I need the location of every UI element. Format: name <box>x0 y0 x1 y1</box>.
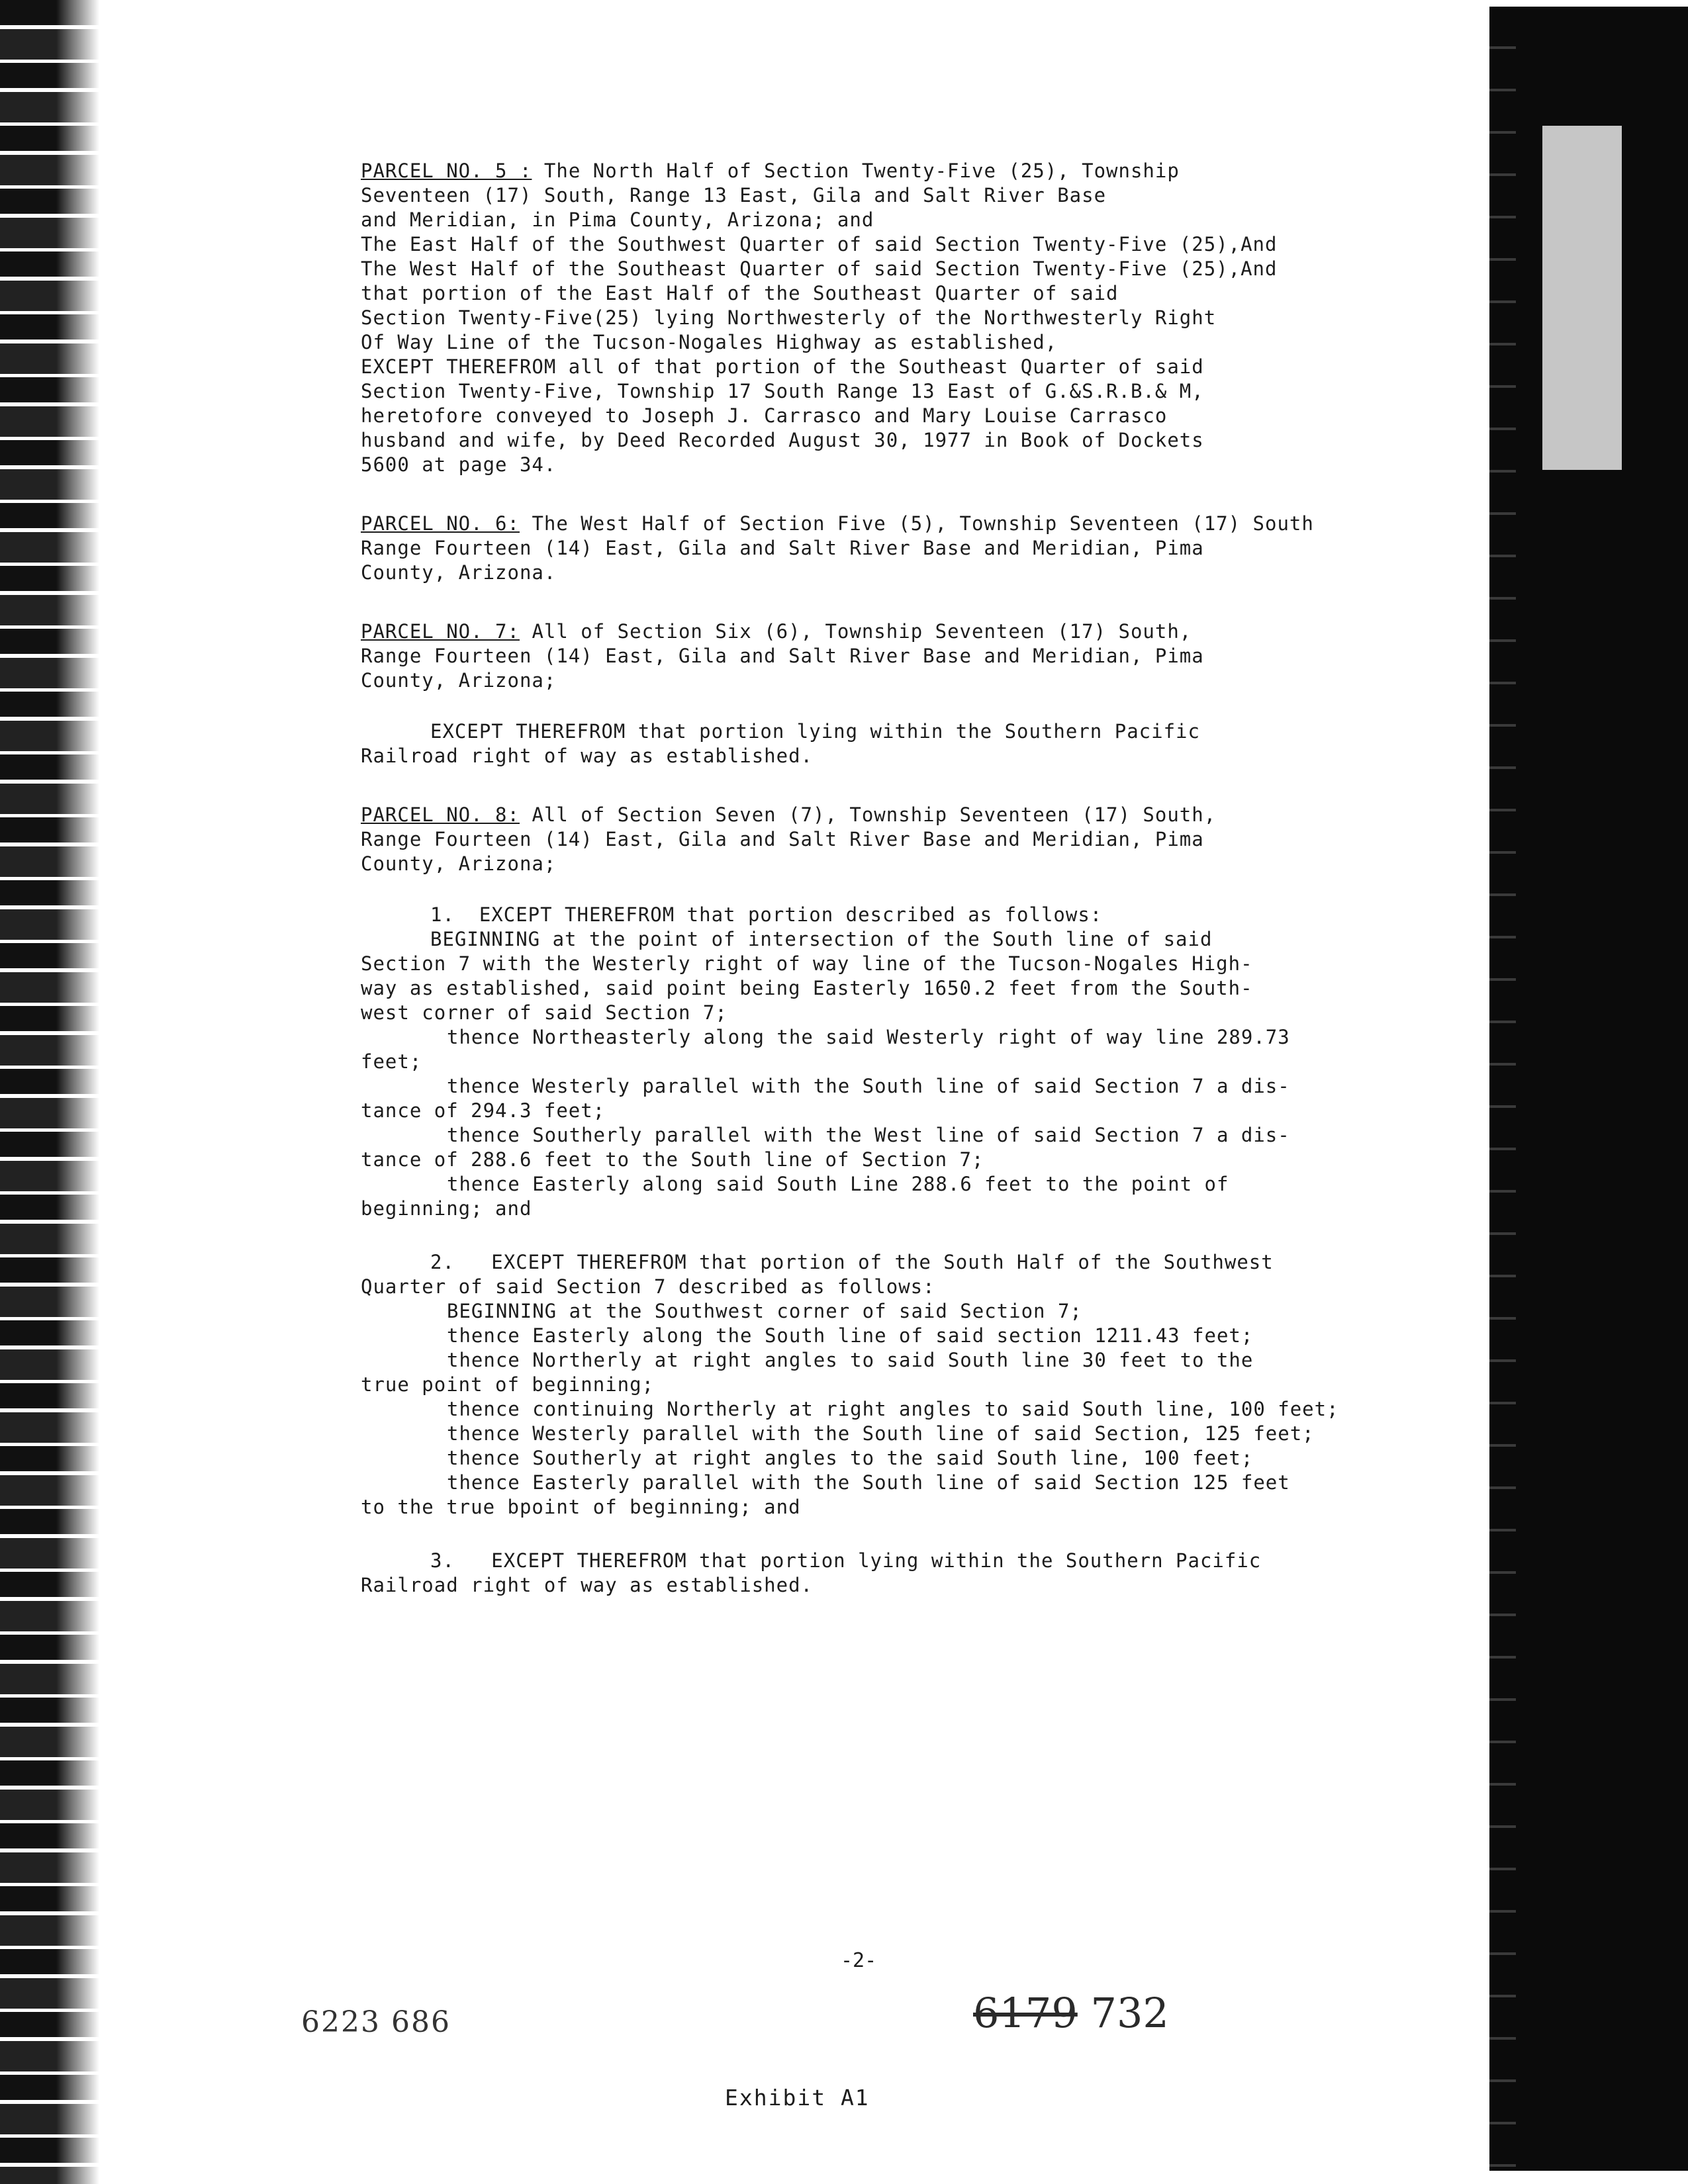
exception-1-line: 1. EXCEPT THEREFROM that portion described as follows: <box>430 903 1103 926</box>
parcel-5-line: and Meridian, in Pima County, Arizona; and <box>361 208 874 231</box>
parcel-5-line: husband and wife, by Deed Recorded August 30, 1977 in Book of Dockets <box>361 429 1204 451</box>
exception-2-line: thence Easterly along the South line of said section 1211.43 feet; <box>447 1324 1254 1347</box>
exception-2-line: Quarter of said Section 7 described as follows: <box>361 1275 935 1298</box>
parcel-8-exception-1 <box>361 903 1526 1221</box>
exception-2-line: thence Westerly parallel with the South line of said Section, 125 feet; <box>447 1422 1315 1445</box>
exception-2-line: true point of beginning; <box>361 1373 655 1396</box>
parcel-5-line: EXCEPT THEREFROM all of that portion of the Southeast Quarter of said <box>361 355 1204 378</box>
parcel-8-label: PARCEL NO. 8: <box>361 803 520 826</box>
parcel-8-line: County, Arizona; <box>361 852 557 875</box>
document-body <box>361 159 1526 1598</box>
parcel-5-label: PARCEL NO. 5 : <box>361 159 532 182</box>
exception-1-line: thence Westerly parallel with the South line of said Section 7 a dis- <box>447 1075 1290 1097</box>
parcel-5-line: The East Half of the Southwest Quarter of said Section Twenty-Five (25),And <box>361 233 1278 255</box>
parcel-6-line: County, Arizona. <box>361 561 557 584</box>
page-number: -2- <box>841 1949 877 1972</box>
exception-1-line: thence Easterly along said South Line 288.6 feet to the point of <box>447 1173 1229 1195</box>
parcel-8-exception-2 <box>361 1250 1526 1520</box>
exception-1-line: tance of 294.3 feet; <box>361 1099 606 1122</box>
parcel-8-line: Range Fourteen (14) East, Gila and Salt River Base and Meridian, Pima <box>361 828 1204 850</box>
exception-2-line: thence Easterly parallel with the South line of said Section 125 feet <box>447 1471 1290 1494</box>
exception-3-line: Railroad right of way as established. <box>361 1574 814 1596</box>
parcel-6-label: PARCEL NO. 6: <box>361 512 520 535</box>
book-page-stamp-left: 6223 686 <box>301 2005 451 2039</box>
exception-2-line: thence Southerly at right angles to the said South line, 100 feet; <box>447 1447 1254 1469</box>
exception-2-line: BEGINNING at the Southwest corner of said Section 7; <box>447 1300 1082 1322</box>
parcel-6-line: The West Half of Section Five (5), Township Seventeen (17) South <box>519 512 1314 535</box>
parcel-7-except-line: EXCEPT THEREFROM that portion lying within the Southern Pacific <box>430 720 1200 743</box>
parcel-7 <box>361 619 1526 768</box>
exception-1-line: west corner of said Section 7; <box>361 1001 727 1024</box>
exception-1-line: feet; <box>361 1050 422 1073</box>
parcel-6-line: Range Fourteen (14) East, Gila and Salt River Base and Meridian, Pima <box>361 537 1204 559</box>
parcel-5-line: Seventeen (17) South, Range 13 East, Gila and Salt River Base <box>361 184 1107 206</box>
exception-2-line: thence Northerly at right angles to said South line 30 feet to the <box>447 1349 1254 1371</box>
parcel-5-line: that portion of the East Half of the Southeast Quarter of said <box>361 282 1119 304</box>
parcel-8-exception-3 <box>361 1549 1526 1598</box>
exception-1-line: tance of 288.6 feet to the South line of Section 7; <box>361 1148 984 1171</box>
parcel-7-except-line: Railroad right of way as established. <box>361 745 814 767</box>
page-number-stamp: 732 <box>1090 1989 1169 2037</box>
exhibit-label: Exhibit A1 <box>725 2085 870 2111</box>
exception-2-line: to the true bpoint of beginning; and <box>361 1496 801 1518</box>
parcel-8 <box>361 803 1526 1598</box>
parcel-5-line: The West Half of the Southeast Quarter of said Section Twenty-Five (25),And <box>361 257 1278 280</box>
parcel-5-line: Section Twenty-Five(25) lying Northwesterly of the Northwesterly Right <box>361 306 1217 329</box>
parcel-5-line: Of Way Line of the Tucson-Nogales Highway as established, <box>361 331 1058 353</box>
parcel-7-exception <box>361 719 1526 768</box>
scan-edge-left <box>0 0 99 2184</box>
parcel-6 <box>361 512 1526 585</box>
parcel-5 <box>361 159 1526 477</box>
parcel-7-line: County, Arizona; <box>361 669 557 692</box>
parcel-5-line: The North Half of Section Twenty-Five (25), Township <box>532 159 1180 182</box>
exception-1-line: way as established, said point being Easterly 1650.2 feet from the South- <box>361 977 1253 999</box>
parcel-5-line: 5600 at page 34. <box>361 453 557 476</box>
exception-1-line: thence Northeasterly along the said Westerly right of way line 289.73 <box>447 1026 1290 1048</box>
parcel-8-line: All of Section Seven (7), Township Seventeen (17) South, <box>519 803 1217 826</box>
exception-1-line: Section 7 with the Westerly right of way line of the Tucson-Nogales High- <box>361 952 1253 975</box>
parcel-5-line: Section Twenty-Five, Township 17 South Range 13 East of G.&S.R.B.& M, <box>361 380 1204 402</box>
exception-1-line: beginning; and <box>361 1197 532 1220</box>
exception-3-line: 3. EXCEPT THEREFROM that portion lying within the Southern Pacific <box>430 1549 1262 1572</box>
exception-2-line: 2. EXCEPT THEREFROM that portion of the South Half of the Southwest <box>430 1251 1274 1273</box>
book-number-struck: 6179 <box>973 1989 1078 2037</box>
exception-2-line: thence continuing Northerly at right angles to said South line, 100 feet; <box>447 1398 1339 1420</box>
parcel-7-line: Range Fourteen (14) East, Gila and Salt River Base and Meridian, Pima <box>361 645 1204 667</box>
book-page-stamp-right <box>973 1989 1169 2037</box>
parcel-7-line: All of Section Six (6), Township Seventeen (17) South, <box>519 620 1192 643</box>
exception-1-line: BEGINNING at the point of intersection of the South line of said <box>430 928 1213 950</box>
parcel-7-label: PARCEL NO. 7: <box>361 620 520 643</box>
parcel-5-line: heretofore conveyed to Joseph J. Carrasco and Mary Louise Carrasco <box>361 404 1168 427</box>
exception-1-line: thence Southerly parallel with the West line of said Section 7 a dis- <box>447 1124 1290 1146</box>
